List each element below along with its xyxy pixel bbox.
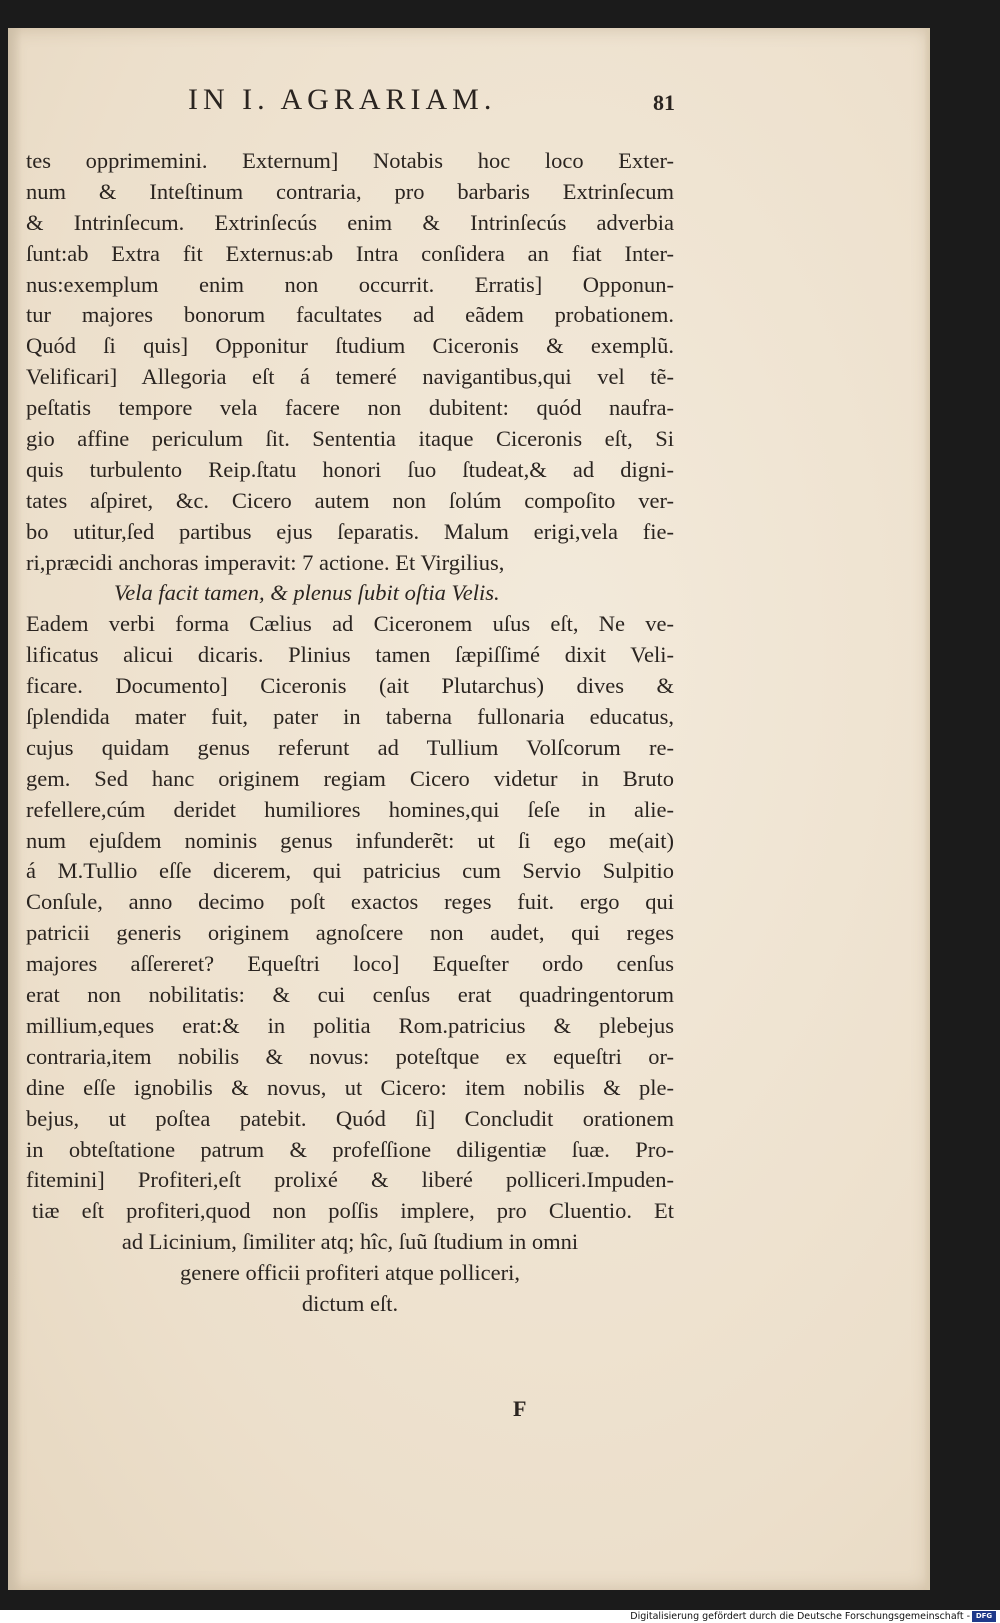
text-line: Eadem verbi forma Cælius ad Ciceronem uſus eſt, Ne ve- [26, 611, 674, 637]
text-line: fitemini] Profiteri,eſt prolixé & liberé polliceri.Impuden- [26, 1167, 674, 1193]
text-line: á M.Tullio eſſe dicerem, qui patricius cum Servio Sulpitio [26, 858, 674, 884]
text-line: gio affine periculum ſit. Sententia itaque Ciceronis eſt, Si [26, 426, 674, 452]
text-line: genere officii profiteri atque polliceri, [179, 1260, 521, 1286]
text-line: bejus, ut poſtea patebit. Quód ſi] Concludit orationem [26, 1105, 674, 1131]
text-line: lificatus alicui dicaris. Plinius tamen ſæpiſſimé dixit Veli- [26, 642, 674, 668]
text-line: patricii generis originem agnoſcere non audet, qui reges [26, 920, 674, 946]
book-page [8, 28, 930, 1590]
funding-credit: Digitalisierung gefördert durch die Deutsche Forschungsgemeinschaft - [630, 1611, 970, 1622]
text-line: num ejuſdem nominis genus infunderẽt: ut ſi ego me(ait) [26, 827, 674, 853]
page-edge [924, 28, 930, 1590]
page-gutter-shadow [8, 28, 22, 1590]
commentary-text [26, 146, 674, 1320]
text-line: ri,præcidi anchoras imperavit: 7 actione. Et Virgilius, [26, 549, 505, 575]
verse-quotation: Vela facit tamen, & plenus ſubit oſtia Velis. [114, 580, 500, 606]
text-line: num & Inteſtinum contraria, pro barbaris Extrinſecum [26, 178, 674, 204]
text-line: contraria,item nobilis & novus: poteſtque ex equeſtri or- [26, 1043, 674, 1069]
text-line: & Intrinſecum. Extrinſecús enim & Intrinſecús adverbia [26, 209, 674, 235]
page-number: 81 [653, 90, 675, 115]
text-line: peſtatis tempore vela facere non dubitent: quód naufra- [26, 395, 674, 421]
text-line: nus:exemplum enim non occurrit. Erratis] Opponun- [26, 271, 674, 297]
text-line: millium,eques erat:& in politia Rom.patricius & plebejus [26, 1012, 674, 1038]
text-line: ad Licinium, ſimiliter atq; hîc, ſuũ ſtudium in omni [121, 1229, 579, 1255]
text-line: tes opprimemini. Externum] Notabis hoc loco Exter- [26, 148, 674, 173]
text-line: tates aſpiret, &c. Cicero autem non ſolúm compoſito ver- [26, 487, 674, 513]
text-line: ſunt:ab Extra fit Externus:ab Intra conſidera an fiat Inter- [26, 240, 674, 266]
text-line: bo utitur,ſed partibus ejus ſeparatis. Malum erigi,vela fie- [26, 518, 674, 544]
text-line: ficare. Documento] Ciceronis (ait Plutarchus) dives & [26, 673, 674, 699]
text-line: Quód ſi quis] Opponitur ſtudium Ciceronis & exemplũ. [26, 333, 674, 359]
text-line: in obteſtatione patrum & profeſſione diligentiæ ſuæ. Pro- [26, 1136, 674, 1162]
text-line: tur majores bonorum facultates ad eãdem probationem. [26, 302, 674, 328]
text-line: Velificari] Allegoria eſt á temeré navigantibus,qui vel tẽ- [26, 364, 674, 390]
text-line: majores aſſereret? Equeſtri loco] Equeſter ordo cenſus [26, 951, 674, 977]
dfg-logo: DFG [972, 1611, 996, 1622]
running-head: IN I. AGRARIAM. [188, 83, 497, 116]
text-line: quis turbulento Reip.ſtatu honori ſuo ſtudeat,& ad digni- [26, 456, 674, 482]
text-line: dine eſſe ignobilis & novus, ut Cicero: item nobilis & ple- [26, 1074, 674, 1100]
text-line: tiæ eſt profiteri,quod non poſſis implere, pro Cluentio. Et [32, 1198, 674, 1224]
text-line: Conſule, anno decimo poſt exactos reges fuit. ergo qui [26, 889, 674, 915]
text-line: ſplendida mater fuit, pater in taberna fullonaria educatus, [26, 704, 674, 730]
text-line: refellere,cúm deridet humiliores homines,qui ſeſe in alie- [26, 796, 674, 822]
text-line: cujus quidam genus referunt ad Tullium Volſcorum re- [26, 734, 674, 760]
text-line: dictum eſt. [301, 1290, 399, 1316]
signature-mark: F [513, 1396, 527, 1421]
text-line: gem. Sed hanc originem regiam Cicero videtur in Bruto [26, 765, 674, 791]
text-line: erat non nobilitatis: & cui cenſus erat quadringentorum [26, 982, 674, 1008]
